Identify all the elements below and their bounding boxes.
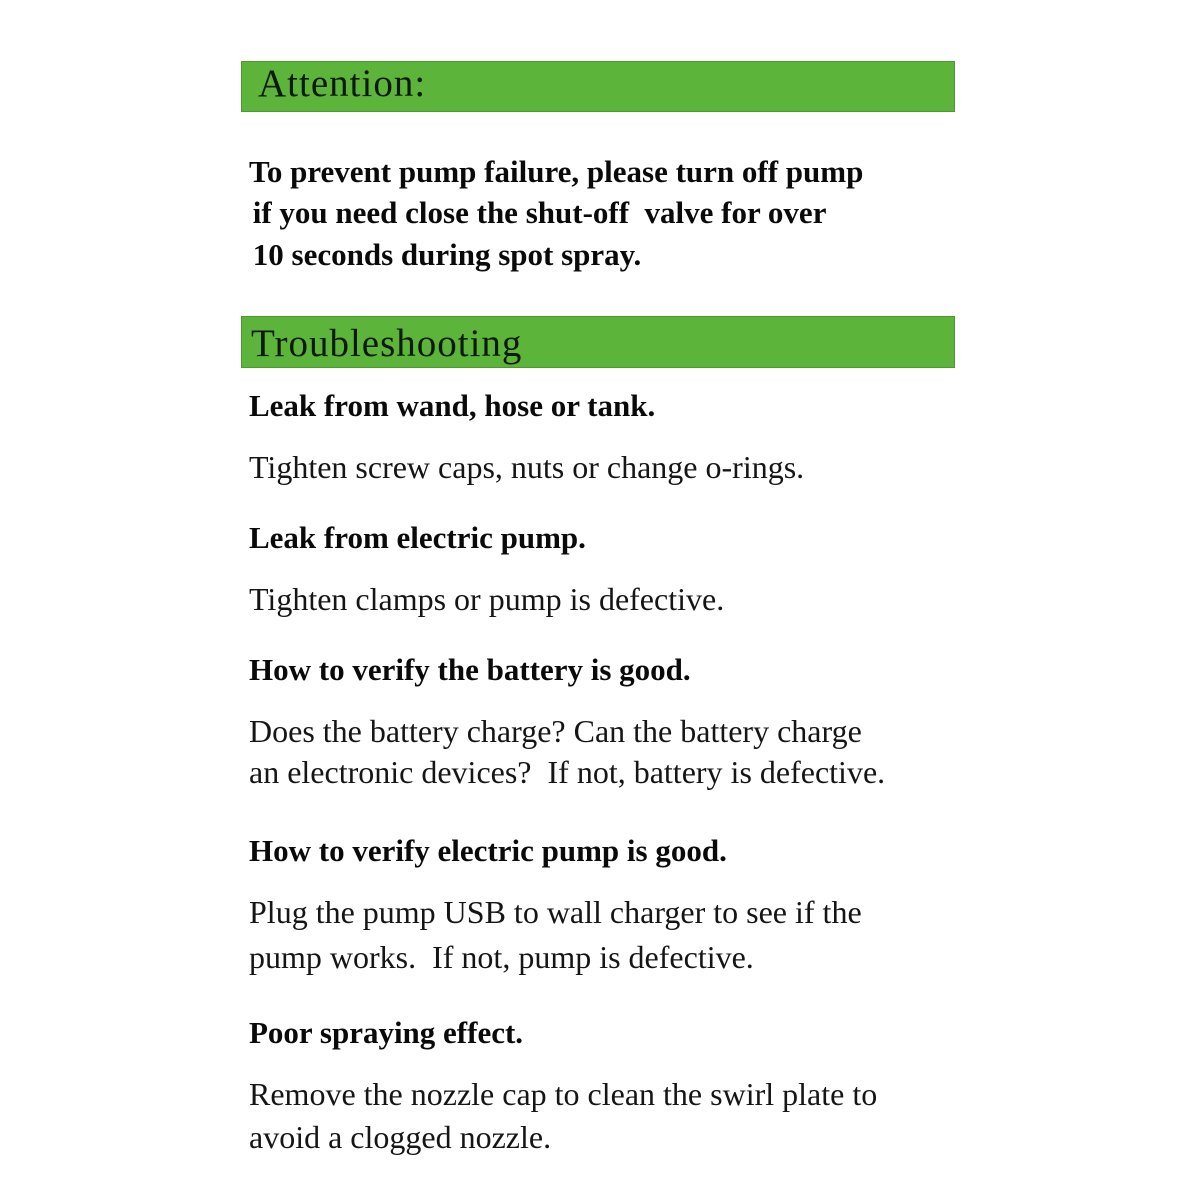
- answer-spraying-line-2: avoid a clogged nozzle.: [249, 1119, 552, 1155]
- attention-banner: [241, 61, 955, 112]
- attention-line-3: 10 seconds during spot spray.: [245, 237, 642, 272]
- troubleshooting-title: Troubleshooting: [251, 322, 523, 365]
- attention-title: Attention:: [258, 62, 427, 105]
- answer-leak-pump: Tighten clamps or pump is defective.: [249, 581, 725, 617]
- attention-line-2: if you need close the shut-off valve for over: [245, 195, 827, 230]
- answer-electric-pump-line-1: Plug the pump USB to wall charger to see if the: [249, 894, 862, 930]
- answer-battery-line-2: an electronic devices? If not, battery is defective.: [241, 754, 886, 790]
- troubleshooting-banner: [241, 316, 955, 368]
- attention-line-1: To prevent pump failure, please turn off pump: [249, 154, 864, 189]
- answer-battery-line-1: Does the battery charge? Can the battery charge: [249, 713, 862, 749]
- answer-electric-pump-line-2: pump works. If not, pump is defective.: [249, 939, 754, 975]
- answer-leak-wand: Tighten screw caps, nuts or change o-rings.: [249, 449, 805, 485]
- question-electric-pump: How to verify electric pump is good.: [249, 833, 727, 868]
- question-spraying: Poor spraying effect.: [249, 1015, 524, 1050]
- question-battery: How to verify the battery is good.: [249, 652, 691, 687]
- answer-spraying-line-1: Remove the nozzle cap to clean the swirl plate to: [249, 1076, 878, 1112]
- question-leak-wand: Leak from wand, hose or tank.: [249, 388, 656, 423]
- question-leak-pump: Leak from electric pump.: [249, 520, 586, 555]
